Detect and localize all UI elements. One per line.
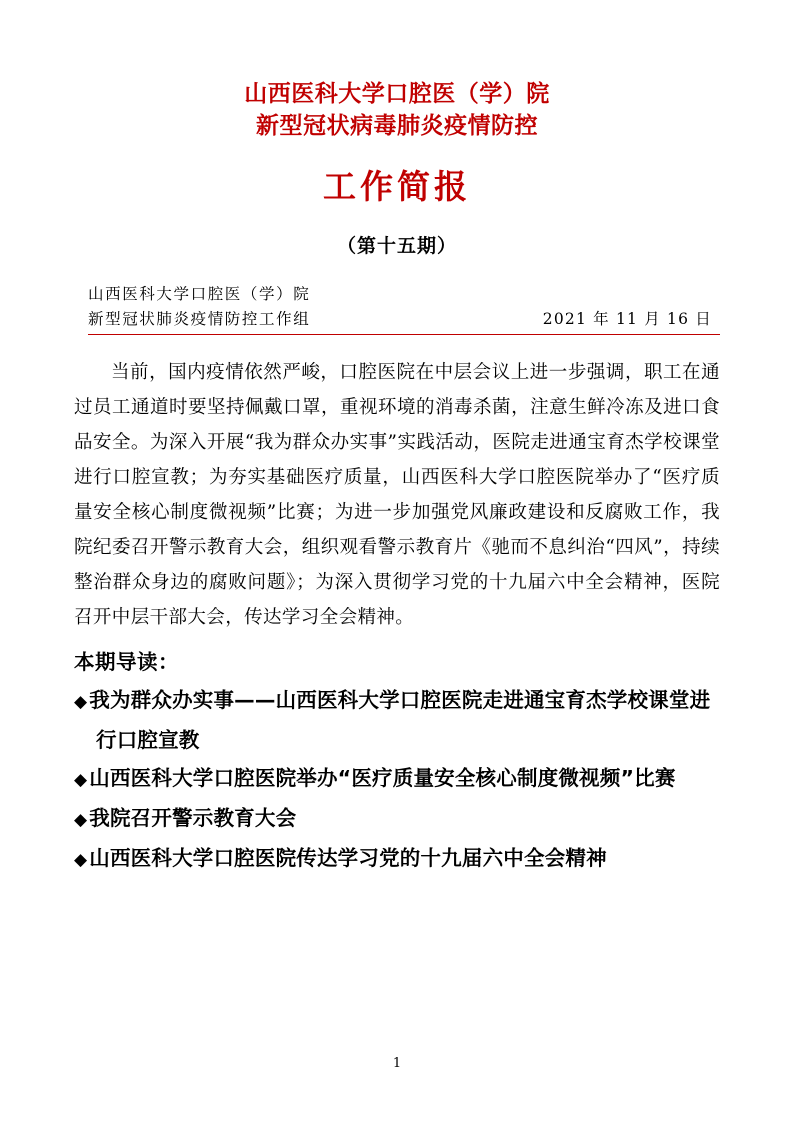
toc-item-label: 山西医科大学口腔医院举办“医疗质量安全核心制度微视频”比赛	[89, 766, 676, 790]
bullet-icon: ◆	[74, 810, 88, 830]
bullet-icon: ◆	[74, 770, 88, 790]
contents-heading: 本期导读：	[74, 650, 179, 674]
masthead-line-1: 山西医科大学口腔医（学）院	[244, 81, 550, 107]
bullet-icon: ◆	[74, 850, 88, 870]
issuer-line-2: 新型冠状肺炎疫情防控工作组	[88, 310, 311, 328]
issue-date: 2021 年 11 月 16 日	[542, 310, 712, 328]
issue-number: （第十五期）	[336, 235, 457, 257]
issuer-row	[88, 307, 720, 332]
masthead-line-2: 新型冠状病毒肺炎疫情防控	[256, 113, 538, 139]
document-title: 工作简报	[323, 167, 471, 206]
issuer-block	[74, 282, 720, 335]
bullet-icon: ◆	[74, 692, 88, 712]
page-number: 1	[392, 1056, 402, 1071]
toc-item	[74, 681, 720, 759]
toc-item	[74, 759, 720, 799]
toc-item	[74, 839, 720, 879]
toc-item-label: 我为群众办实事——山西医科大学口腔医院走进通宝育杰学校课堂进行口腔宣教	[89, 688, 711, 752]
toc-item-label: 我院召开警示教育大会	[89, 806, 297, 830]
masthead	[74, 78, 720, 210]
toc-item	[74, 799, 720, 839]
red-divider	[88, 334, 720, 335]
toc-item-label: 山西医科大学口腔医院传达学习党的十九届六中全会精神	[89, 846, 607, 870]
issuer-line-1: 山西医科大学口腔医（学）院	[88, 285, 311, 303]
body-paragraph: 当前，国内疫情依然严峻，口腔医院在中层会议上进一步强调，职工在通过员工通道时要坚持佩戴口罩，重视环境的消毒杀菌，注意生鲜冷冻及进口食品安全。为深入开展“我为群众办实事”实践活动，医院走进通宝育杰学校课堂进行口腔宣教；为夯实基础医疗质量，山西医科大学口腔医院举办了“医疗质量安全核心制度微视频”比赛；为进一步加强党风廉政建设和反腐败工作，我院纪委召开警示教育大会，组织观看警示教育片《驰而不息纠治“四风”，持续整治群众身边的腐败问题》；为深入贯彻学习党的十九届六中全会精神，医院召开中层干部大会，传达学习全会精神。	[74, 362, 720, 628]
